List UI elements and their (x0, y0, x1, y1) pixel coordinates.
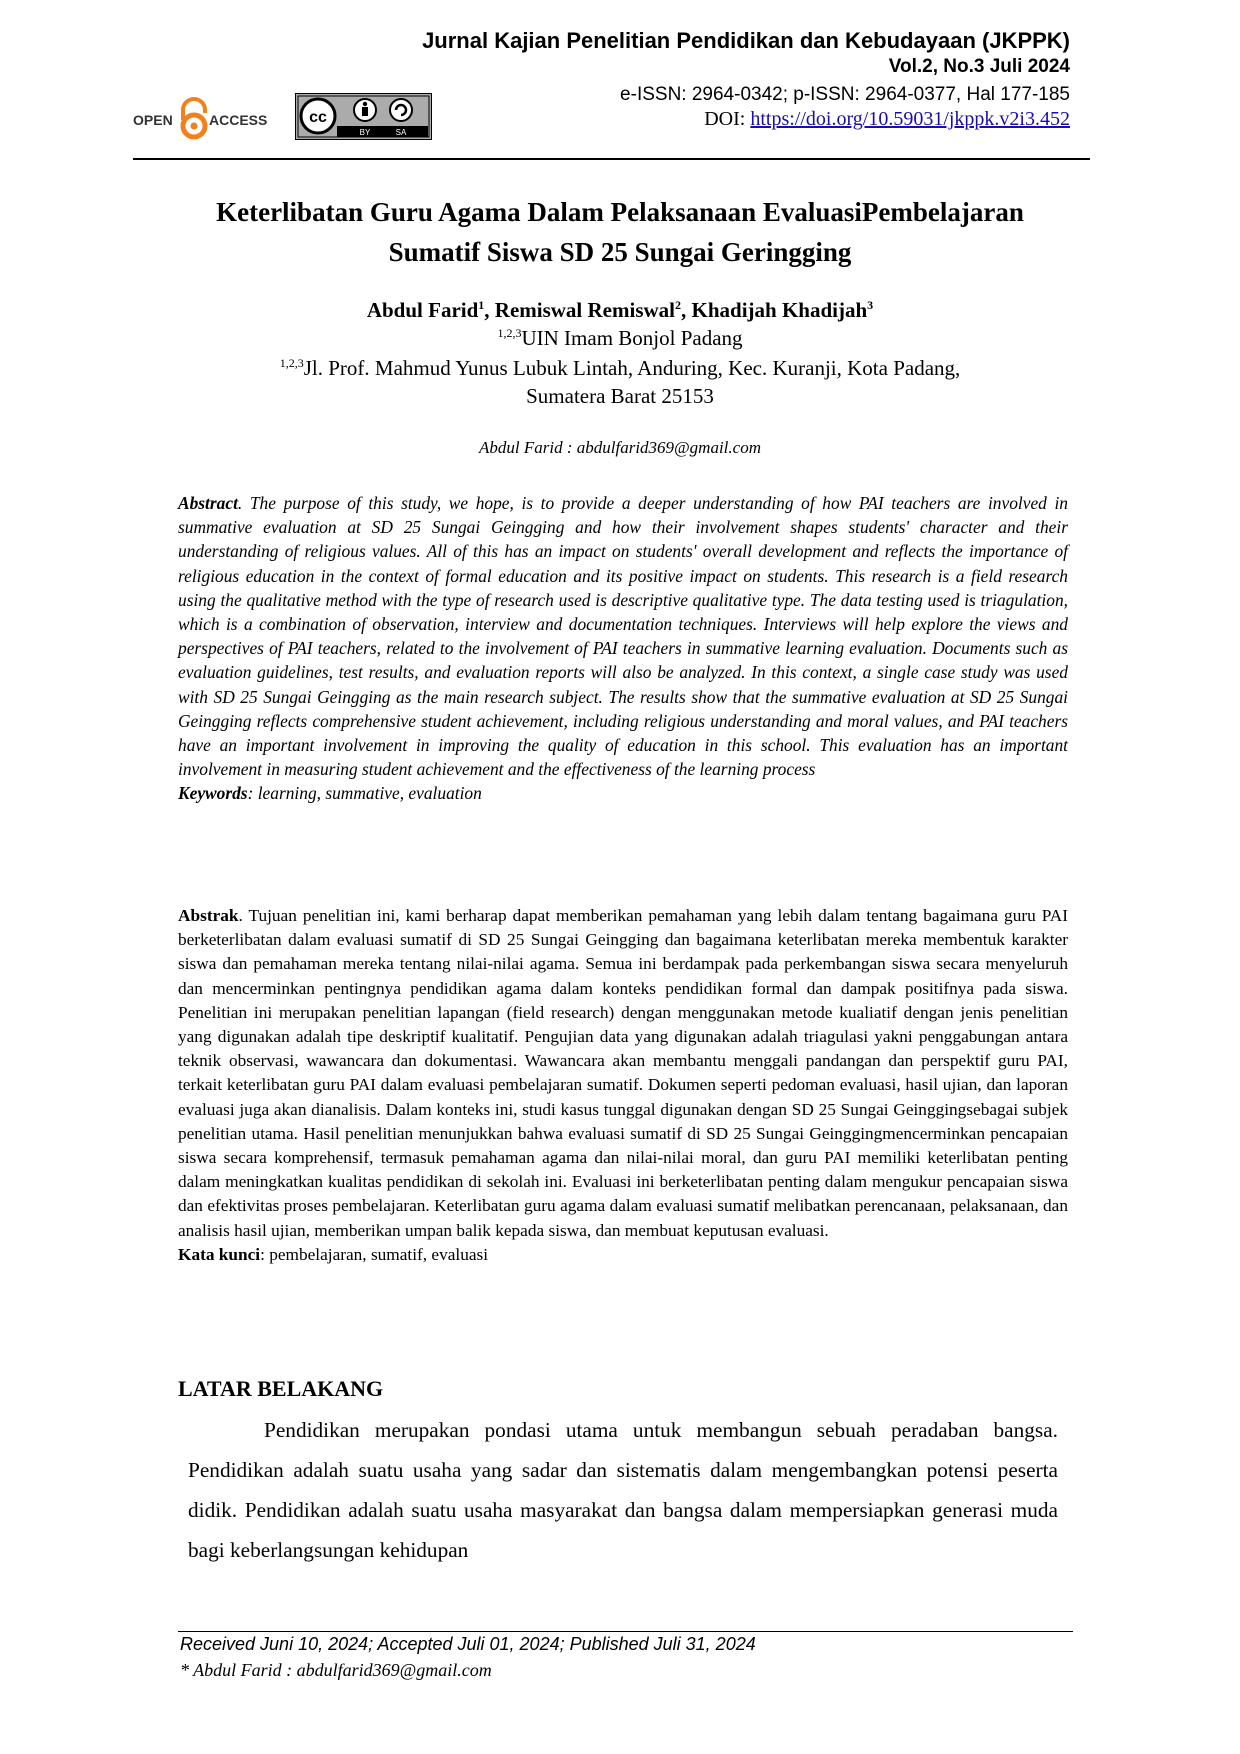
intro-paragraph (188, 1410, 1058, 1570)
title-line-1: Keterlibatan Guru Agama Dalam Pelaksanaan EvaluasiPembelajaran (216, 197, 1024, 227)
paper-title (150, 192, 1090, 272)
journal-issn: e-ISSN: 2964-0342; p-ISSN: 2964-0377, Hal 177-185 (620, 84, 1070, 105)
corresponding-author: * Abdul Farid : abdulfarid369@gmail.com (180, 1660, 492, 1680)
author-sep: , (681, 298, 692, 322)
doi-link[interactable]: https://doi.org/10.59031/jkppk.v2i3.452 (750, 108, 1070, 130)
svg-text:OPEN: OPEN (133, 112, 173, 128)
abstract-indonesian (178, 904, 1068, 1267)
abstract-label: Abstract (178, 493, 238, 513)
footer-divider (178, 1631, 1073, 1632)
doi-label: DOI: (704, 108, 751, 130)
affiliation-institution (150, 326, 1090, 351)
kata-kunci-label: Kata kunci (178, 1244, 261, 1264)
author-2: Remiswal Remiswal (494, 298, 676, 322)
svg-text:SA: SA (395, 128, 407, 137)
keywords-label: Keywords (178, 783, 248, 804)
svg-text:ACCESS: ACCESS (209, 112, 268, 128)
title-line-2: Sumatif Siswa SD 25 Sungai Geringging (388, 237, 852, 267)
svg-text:BY: BY (359, 128, 371, 137)
author-sep: , (484, 298, 495, 322)
cc-by-sa-license-icon (295, 93, 432, 140)
publication-dates: Received Juni 10, 2024; Accepted Juli 01, 2024; Published Juli 31, 2024 (180, 1634, 756, 1654)
keywords-text: : learning, summative, evaluation (247, 783, 482, 804)
affiliation-address (150, 354, 1090, 410)
abstrak-label: Abstrak (178, 906, 239, 925)
abstrak-text: . Tujuan penelitian ini, kami berharap dapat memberikan pemahaman yang lebih dalam tentang bagaimana guru PAI berketerlibatan dalam evaluasi sumatif di SD 25 Sungai Geingging dan bagaimana keterlibatan mereka membentuk karakter siswa dan pemahaman mereka tentang nilai-nilai agama. Semua ini berdampak pada perkembangan siswa secara menyeluruh dan mencerminkan pentingnya pendidikan agama dalam konteks pendidikan formal dan dampak positifnya pada siswa. Penelitian ini merupakan penelitian lapangan (field research) dengan menggunakan metode kualiatif dengan jenis penelitian yang digunakan adalah tipe deskriptif kualitatif. Pengujian data yang digunakan adalah triagulasi yakni penggabungan antara teknik observasi, wawancara dan dokumentasi. Wawancara akan membantu menggali pandangan dan perspektif guru PAI, terkait keterlibatan guru PAI dalam evaluasi pembelajaran sumatif. Dokumen seperti pedoman evaluasi, hasil ujian, dan laporan evaluasi juga akan dianalisis. Dalam konteks ini, studi kasus tunggal digunakan dengan SD 25 Sungai Geinggingsebagai subjek penelitian utama. Hasil penelitian menunjukkan bahwa evaluasi sumatif di SD 25 Sungai Geinggingmencerminkan pencapaian siswa secara komprehensif, termasuk pemahaman agama dan nilai-nilai moral, dan guru PAI memiliki keterlibatan penting dalam meningkatkan kualitas pendidikan di sekolah ini. Evaluasi ini berketerlibatan penting dalam mengukur pencapaian siswa dan efektivitas proses pembelajaran. Keterlibatan guru agama dalam evaluasi sumatif melibatkan perencanaan, pelaksanaan, dan analisis hasil ujian, memberikan umpan balik kepada siswa, dan membuat keputusan evaluasi. (178, 906, 1068, 1240)
address-line-1: Jl. Prof. Mahmud Yunus Lubuk Lintah, Anduring, Kec. Kuranji, Kota Padang, (303, 356, 961, 380)
kata-kunci-text: : pembelajaran, sumatif, evaluasi (260, 1244, 489, 1264)
abstract-text: . The purpose of this study, we hope, is to provide a deeper understanding of how PAI teachers are involved in summative evaluation at SD 25 Sungai Geingging and how their involvement shapes students' character and their understanding of religious values. All of this has an impact on students' overall development and reflects the importance of religious education in the context of formal education and its positive impact on students. This research is a field research using the qualitative method with the type of research used is descriptive qualitative type. The data testing used is triagulation, which is a combination of observation, interview and documentation techniques. Interviews will help explore the views and perspectives of PAI teachers, related to the involvement of PAI teachers in summative learning evaluation. Documents such as evaluation guidelines, test results, and evaluation reports will also be analyzed. In this context, a single case study was used with SD 25 Sungai Geingging as the main research subject. The results show that the summative evaluation at SD 25 Sungai Geingging reflects comprehensive student achievement, including religious understanding and moral values, and PAI teachers have an important involvement in improving the quality of education in this school. This evaluation has an important involvement in measuring student achievement and the effectiveness of the learning process (178, 493, 1068, 780)
address-line-2: Sumatera Barat 25153 (526, 384, 714, 408)
author-1-sup: 1 (478, 298, 485, 312)
header-divider (133, 158, 1090, 160)
institution-name: UIN Imam Bonjol Padang (521, 326, 743, 350)
open-access-logo-icon (133, 92, 273, 142)
author-list (150, 298, 1090, 323)
journal-volume: Vol.2, No.3 Juli 2024 (888, 56, 1070, 77)
journal-doi (704, 108, 1070, 131)
author-3: Khadijah Khadijah (691, 298, 868, 322)
journal-name: Jurnal Kajian Penelitian Pendidikan dan Kebudayaan (JKPPK) (422, 28, 1070, 53)
section-heading: LATAR BELAKANG (178, 1376, 384, 1401)
author-3-sup: 3 (867, 298, 874, 312)
author-2-sup: 2 (675, 298, 682, 312)
svg-text:cc: cc (309, 109, 327, 126)
correspondence-email: Abdul Farid : abdulfarid369@gmail.com (479, 438, 761, 457)
intro-text: Pendidikan merupakan pondasi utama untuk membangun sebuah peradaban bangsa. Pendidikan adalah suatu usaha yang sadar dan sistematis dalam mengembangkan potensi peserta didik. Pendidikan adalah suatu usaha masyarakat dan bangsa dalam mempersiapkan generasi muda bagi keberlangsungan kehidupan (188, 1418, 1058, 1562)
author-1: Abdul Farid (366, 298, 479, 322)
abstract-english (178, 491, 1068, 806)
affil-sup: 1,2,3 (497, 326, 522, 340)
address-sup: 1,2,3 (279, 356, 304, 370)
